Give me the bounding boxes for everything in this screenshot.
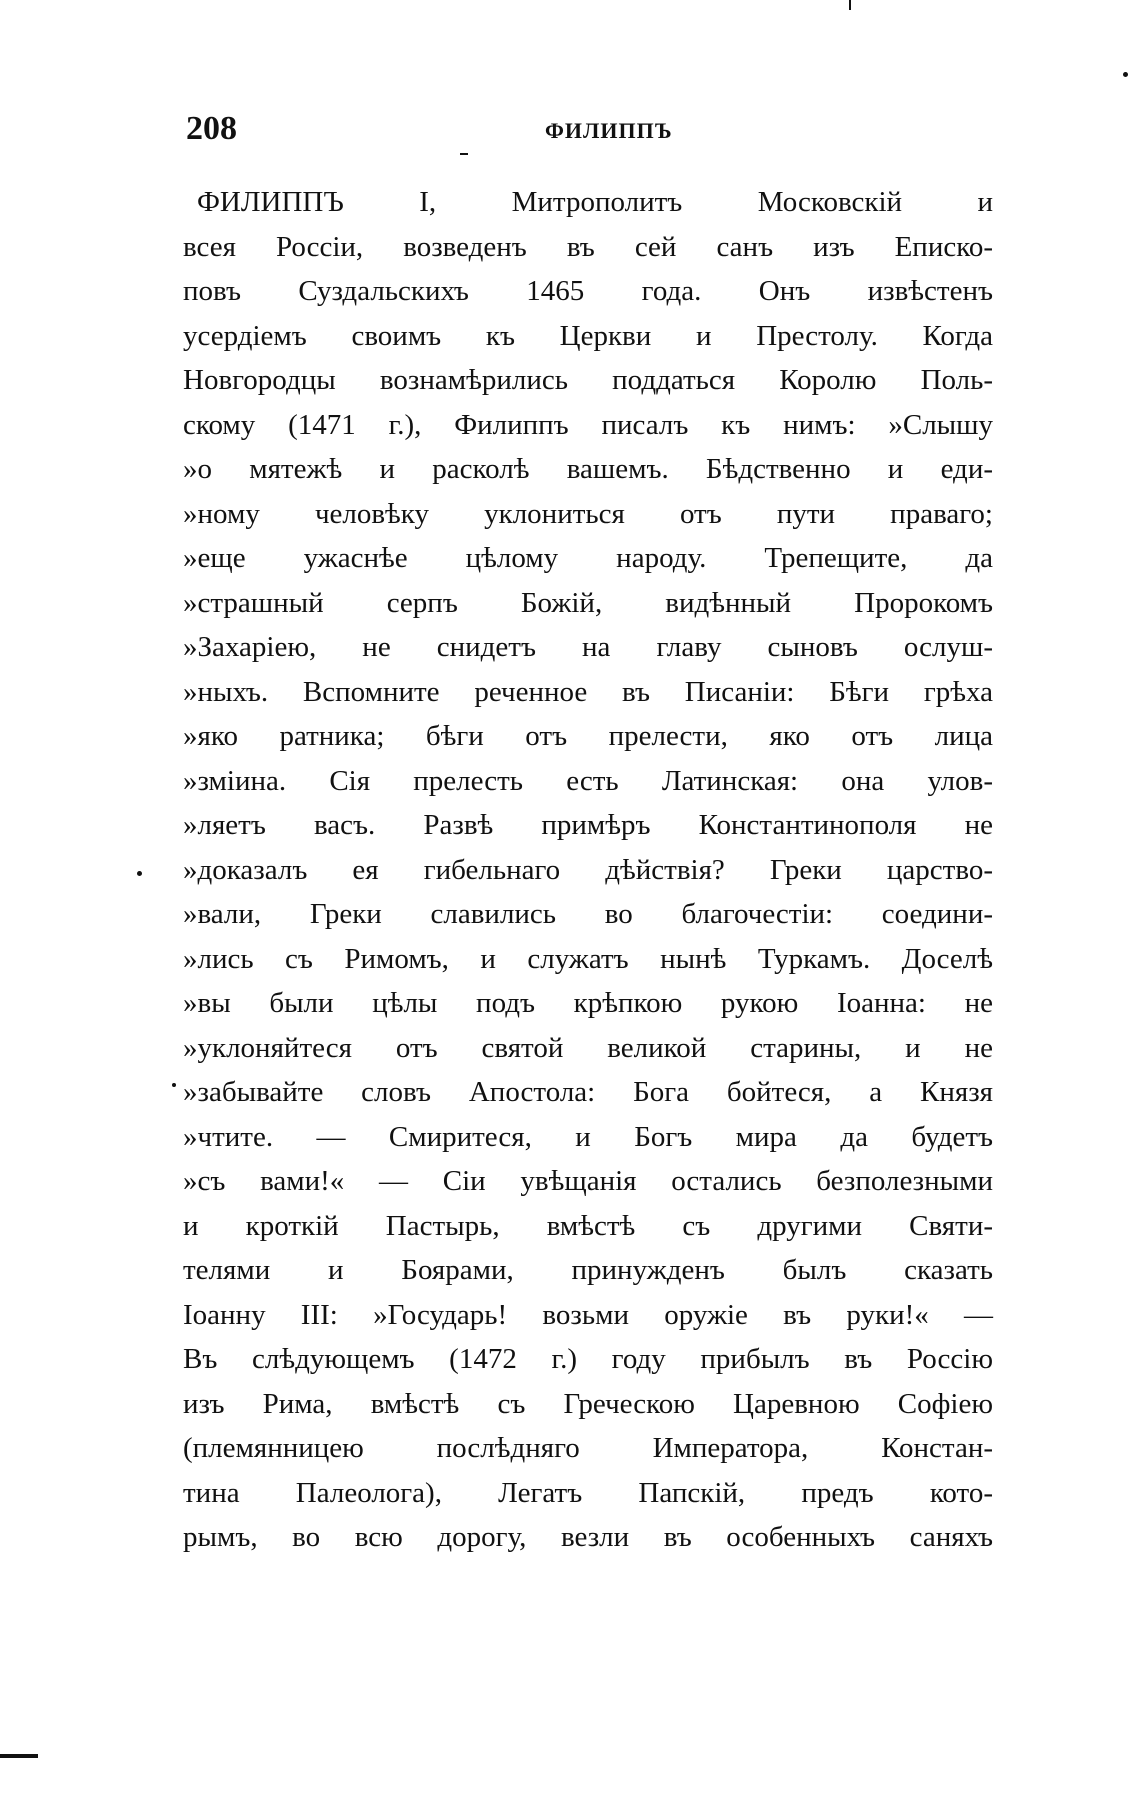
running-title: ФИЛИППЪ — [545, 118, 673, 143]
text-line: Въ слѣдующемъ (1472 г.) году прибылъ въ Россію — [183, 1343, 993, 1375]
text-line: Іоанну III: »Государь! возьми оружіе въ руки!« — — [183, 1298, 993, 1331]
text-line: »страшный серпъ Божій, видѣнный Пророкомъ — [183, 586, 993, 619]
text-line: »лись съ Римомъ, и служатъ нынѣ Туркамъ. Доселѣ — [183, 942, 993, 975]
text-line: »еще ужаснѣе цѣлому народу. Трепещите, да — [183, 542, 993, 574]
scan-dash — [460, 153, 468, 155]
text-line: »вали, Греки славились во благочестіи: соедини- — [183, 898, 993, 930]
text-line: »яко ратника; бѣги отъ прелести, яко отъ лица — [183, 720, 993, 752]
text-line: скому (1471 г.), Филиппъ писалъ къ нимъ: »Слышу — [183, 408, 993, 441]
running-head — [0, 110, 1140, 160]
text-line: »змiина. Сія прелесть есть Латинская: она улов- — [183, 764, 993, 797]
text-line: »доказалъ ея гибельнаго дѣйствія? Греки царство- — [183, 853, 993, 886]
text-line: тина Палеолога), Легатъ Папскій, предъ кото- — [183, 1476, 993, 1509]
text-line: »о мятежѣ и расколѣ вашемъ. Бѣдственно и еди- — [183, 453, 993, 485]
text-line: »ныхъ. Вспомните реченное въ Писаніи: Бѣги грѣха — [183, 675, 993, 708]
text-line: повъ Суздальскихъ 1465 года. Онъ извѣстенъ — [183, 275, 993, 307]
scan-speck — [172, 1083, 176, 1087]
text-line: »съ вами!« — Сіи увѣщанія остались безполезными — [183, 1165, 993, 1197]
text-line: изъ Рима, вмѣстѣ съ Греческою Царевною Софіею — [183, 1387, 993, 1420]
page-number: 208 — [186, 110, 237, 147]
text-line: ФИЛИППЪ I, Митрополитъ Московскій и — [197, 186, 993, 218]
text-line: телями и Боярами, принужденъ былъ сказать — [183, 1254, 993, 1286]
text-line: всея Россіи, возведенъ въ сей санъ изъ Еписко- — [183, 230, 993, 263]
text-line: »вы были цѣлы подъ крѣпкою рукою Іоанна: не — [183, 987, 993, 1019]
text-line: »забывайте словъ Апостола: Бога бойтеся, а Князя — [183, 1076, 993, 1108]
text-line: и кроткій Пастырь, вмѣстѣ съ другими Святи- — [183, 1209, 993, 1242]
scan-speck — [137, 871, 142, 876]
body-text — [183, 180, 993, 1560]
scan-rule — [0, 1754, 38, 1758]
scan-mark — [849, 0, 851, 10]
text-line: Новгородцы вознамѣрились поддаться Королю Поль- — [183, 364, 993, 396]
text-line: усердіемъ своимъ къ Церкви и Престолу. Когда — [183, 319, 993, 352]
text-line: рымъ, во всю дорогу, везли въ особенныхъ саняхъ — [183, 1521, 993, 1553]
text-line: »уклоняйтеся отъ святой великой старины, и не — [183, 1031, 993, 1064]
text-line: »ному человѣку уклониться отъ пути праваго; — [183, 497, 993, 530]
text-line: »Захаріею, не снидетъ на главу сыновъ ослуш- — [183, 631, 993, 663]
text-line: (племянницею послѣдняго Императора, Констан- — [183, 1432, 993, 1464]
scan-speck — [1123, 72, 1128, 77]
text-line: »ляетъ васъ. Развѣ примѣръ Константинополя не — [183, 809, 993, 841]
text-line: »чтите. — Смиритеся, и Богъ мира да будетъ — [183, 1120, 993, 1153]
